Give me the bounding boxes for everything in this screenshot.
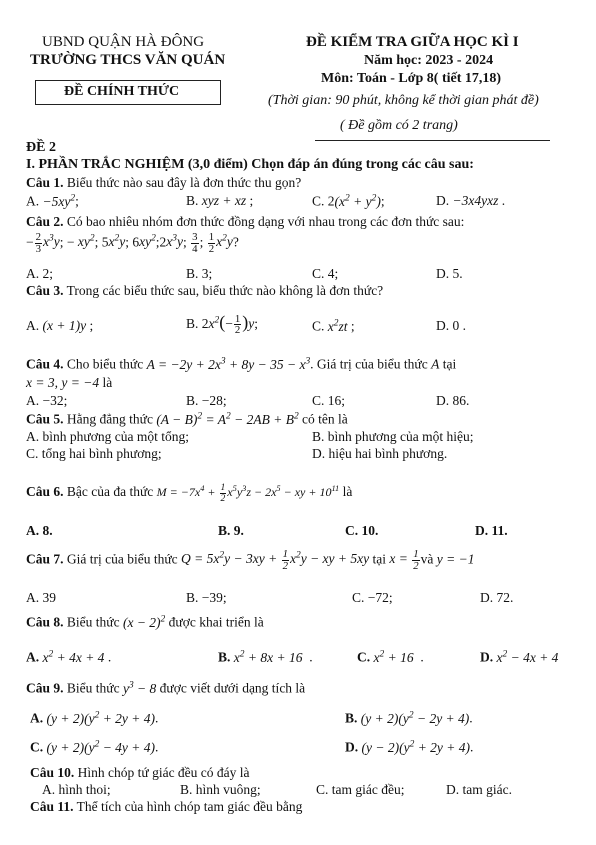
question-3: Câu 3. Trong các biểu thức sau, biểu thức nào không là đơn thức? [26,283,384,298]
q5-option-a: A. bình phương của một tổng; [26,429,189,444]
q10-option-c: C. tam giác đều; [316,782,405,797]
subject-line: Môn: Toán - Lớp 8( tiết 17,18) [321,71,502,86]
q7-option-c: C. −72; [352,590,393,605]
q5-option-b: B. bình phương của một hiệu; [312,429,474,444]
q3-option-c: C. $x^2zt$ ; [312,318,355,334]
q7-option-a: A. 39 [26,590,56,605]
q6-option-a: A. 8. [26,523,53,538]
q8-option-c: C. $x^2 + 16$ . [357,649,424,665]
question-11: Câu 11. Thể tích của hình chóp tam giác đều bằng [30,799,303,814]
q1-option-a: A. $-5xy^2$; [26,193,79,209]
question-8: Câu 8. Biểu thức $(x - 2)^2$ được khai triển là [26,614,264,630]
q8-option-d: D. $x^2 - 4x + 4$ [480,649,559,665]
section-title: I. PHẦN TRẮC NGHIỆM (3,0 điểm) Chọn đáp án đúng trong các câu sau: [26,157,474,172]
question-7: Câu 7. Giá trị của biểu thức $Q = 5x^2y - 3xy$ + $\frac{1}{2}$ $x^2y$ − xy + 5xy tại x = $\frac{1}{2}$ và y = −1 [26,548,475,572]
q1-option-c: C. $2(x^2 + y^2)$; [312,193,385,209]
exam-code: ĐỀ 2 [26,140,56,155]
q3-option-b: B. $2x^2(-$ $\frac{1}{2}$ )y; [186,312,259,337]
q10-option-a: A. hình thoi; [42,782,111,797]
question-1: Câu 1. Biểu thức nào sau đây là đơn thức thu gọn? [26,175,302,190]
exam-title: ĐỀ KIỂM TRA GIỮA HỌC KÌ I [306,34,519,50]
q4-option-b: B. −28; [186,393,227,408]
q5-option-d: D. hiệu hai bình phương. [312,446,448,461]
time-note: (Thời gian: 90 phút, không kể thời gian phát đề) [268,93,539,108]
q1-option-b: B. xyz + xz ; [186,193,254,208]
q9-option-c: C. $(y + 2)(y^2 - 4y + 4)$. [30,739,159,755]
question-10: Câu 10. Hình chóp tứ giác đều có đáy là [30,765,250,780]
q4-option-d: D. 86. [436,393,470,408]
q4-condition: x = 3, y = −4 là [26,375,113,390]
q3-option-a: A. (x + 1)y ; [26,318,94,333]
question-6: Câu 6. Bậc của đa thức $M = -7x^4$ + $\frac{1}{2}$ $x^5y^3z - 2x^5$ − xy + $10^{11}$ là [26,482,353,504]
q5-option-c: C. tổng hai bình phương; [26,446,162,461]
q7-option-b: B. −39; [186,590,227,605]
q2-option-b: B. 3; [186,266,213,281]
q8-option-a: A. $x^2 + 4x + 4$ . [26,649,112,665]
q2-option-d: D. 5. [436,266,463,281]
q2-option-c: C. 4; [312,266,339,281]
question-4: Câu 4. Cho biểu thức $A = -2y + 2x^3 + 8y - 35 - x^3$. Giá trị của biểu thức A tại [26,356,457,372]
q10-option-b: B. hình vuông; [180,782,261,797]
question-9: Câu 9. Biểu thức $y^3 - 8$ được viết dưới dạng tích là [26,680,306,696]
q9-option-d: D. $(y - 2)(y^2 + 2y + 4)$. [345,739,474,755]
q2-option-a: A. 2; [26,266,53,281]
question-2: Câu 2. Có bao nhiêu nhóm đơn thức đồng dạng với nhau trong các đơn thức sau: [26,214,465,229]
q4-option-a: A. −32; [26,393,68,408]
q6-option-b: B. 9. [218,523,244,538]
q2-monomials: − $\frac{2}{3}$ $x^3y$; − $xy^2$; $5x^2y$; $6xy^2;2x^3y$; $\frac{3}{4}$ ; $\frac{1}{2}$ $x^2y$? [26,231,239,255]
q9-option-b: B. $(y + 2)(y^2 - 2y + 4)$. [345,710,473,726]
q3-option-d: D. 0 . [436,318,466,333]
school-year: Năm học: 2023 - 2024 [364,53,494,68]
q6-option-d: D. 11. [475,523,508,538]
q9-option-a: A. $(y + 2)(y^2 + 2y + 4)$. [30,710,159,726]
department-name: UBND QUẬN HÀ ĐÔNG [42,34,205,50]
q7-option-d: D. 72. [480,590,514,605]
page-count-note: ( Đề gồm có 2 trang) [340,118,458,133]
school-name: TRƯỜNG THCS VĂN QUÁN [30,52,226,68]
q6-option-c: C. 10. [345,523,379,538]
question-5: Câu 5. Hằng đẳng thức $(A - B)^2 = A^2 - 2AB + B^2$ có tên là [26,411,348,427]
q4-option-c: C. 16; [312,393,346,408]
header-divider [315,140,550,141]
q8-option-b: B. $x^2 + 8x + 16$ . [218,649,313,665]
official-label: ĐỀ CHÍNH THỨC [64,84,180,99]
q10-option-d: D. tam giác. [446,782,512,797]
q1-option-d: D. −3x4yxz . [436,193,506,208]
